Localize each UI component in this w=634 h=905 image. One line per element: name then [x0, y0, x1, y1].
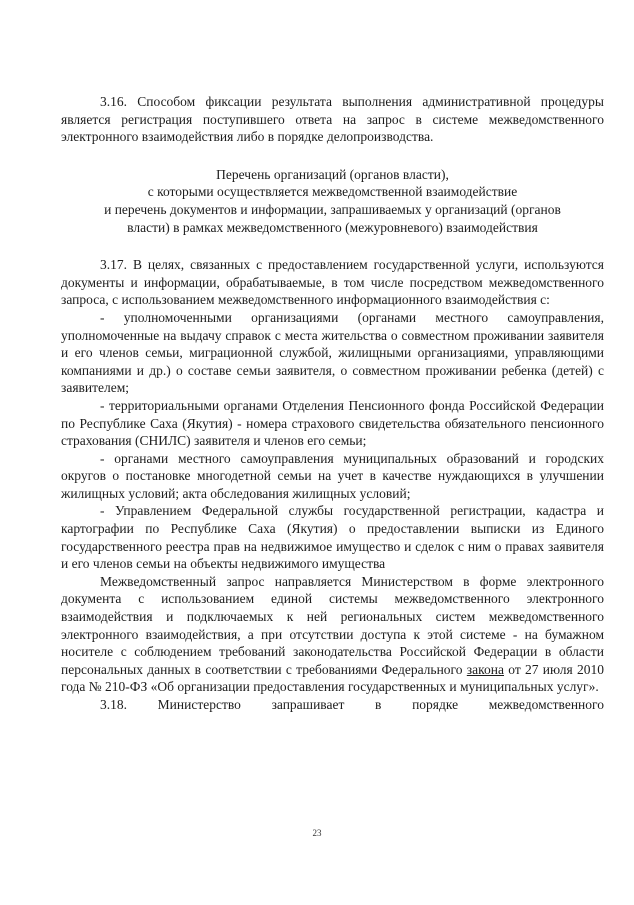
spacer: [61, 146, 604, 166]
heading-line: с которыми осуществляется межведомственной взаимодействие: [147, 184, 518, 200]
heading-line: Перечень организаций (органов власти),: [216, 166, 449, 182]
page-number: 23: [312, 828, 322, 838]
heading-line: и перечень документов и информации, запрашиваемых у организаций (органов: [104, 201, 561, 217]
word: 3.18.: [100, 697, 127, 712]
request-text-part-2: от 27 июля 2010 года № 210-ФЗ «Об организации предоставления государственных и муниципальных услуг».: [61, 661, 604, 695]
paragraph-3-17: 3.17. В целях, связанных с предоставлением государственной услуги, используются документы и информации, обрабатываемые, в том числе посредством межведомственного запроса, с использованием межведомственного информационного взаимодействия с:: [61, 257, 604, 308]
request-text-part-1: Межведомственный запрос направляется Министерством в форме электронного документа с использованием единой системы межведомственного электронного взаимодействия и подключаемых к ней региональных систем межведомственного электронного взаимодействия, а при отсутствии доступа к этой системе - на бумажном носителе с соблюдением требований законодательства Российской Федерации в области персональных данных в соответствии с требованиями Федерального: [61, 573, 604, 677]
list-item: - уполномоченными организациями (органами местного самоуправления, уполномоченные на выдачу справок с места жительства о совместном проживании заявителя и его членов семьи, миграционной службой, жилищными организациями, управляющими компаниями и др.) о составе семьи заявителя, о совместном проживании ребенка (детей) с заявителем;: [61, 309, 604, 396]
word: в: [375, 697, 382, 712]
list-item: - органами местного самоуправления муниципальных образований и городских округов о постановке многодетной семьи на учет в качестве нуждающихся в улучшении жилищных условий; акта обследования жилищных условий;: [61, 450, 604, 501]
law-link[interactable]: закона: [466, 661, 504, 677]
word: запрашивает: [271, 697, 345, 712]
paragraph-interagency-request: [61, 573, 604, 696]
word: межведомственного: [488, 697, 604, 712]
heading-line: власти) в рамках межведомственного (межуровневого) взаимодействия: [127, 219, 538, 235]
paragraph-3-16: 3.16. Способом фиксации результата выполнения административной процедуры является регистрация поступившего ответа на запрос в системе межведомственного электронного взаимодействия либо в порядке делопроизводства.: [61, 94, 604, 145]
word: порядке: [412, 697, 459, 712]
word: Министерство: [157, 697, 241, 712]
spacer: [61, 236, 604, 256]
section-heading: [61, 166, 604, 236]
list-item: - Управлением Федеральной службы государственной регистрации, кадастра и картографии по Республике Саха (Якутия) о предоставлении выписки из Единого государственного реестра прав на недвижимое имущество и сделок с ним о правах заявителя и его членов семьи на объекты недвижимого имущества: [61, 503, 604, 572]
list-item: - территориальными органами Отделения Пенсионного фонда Российской Федерации по Республике Саха (Якутия) - номера страхового свидетельства обязательного пенсионного страхования (СНИЛС) заявителя и членов его семьи;: [61, 397, 604, 449]
paragraph-3-18: [61, 696, 604, 714]
